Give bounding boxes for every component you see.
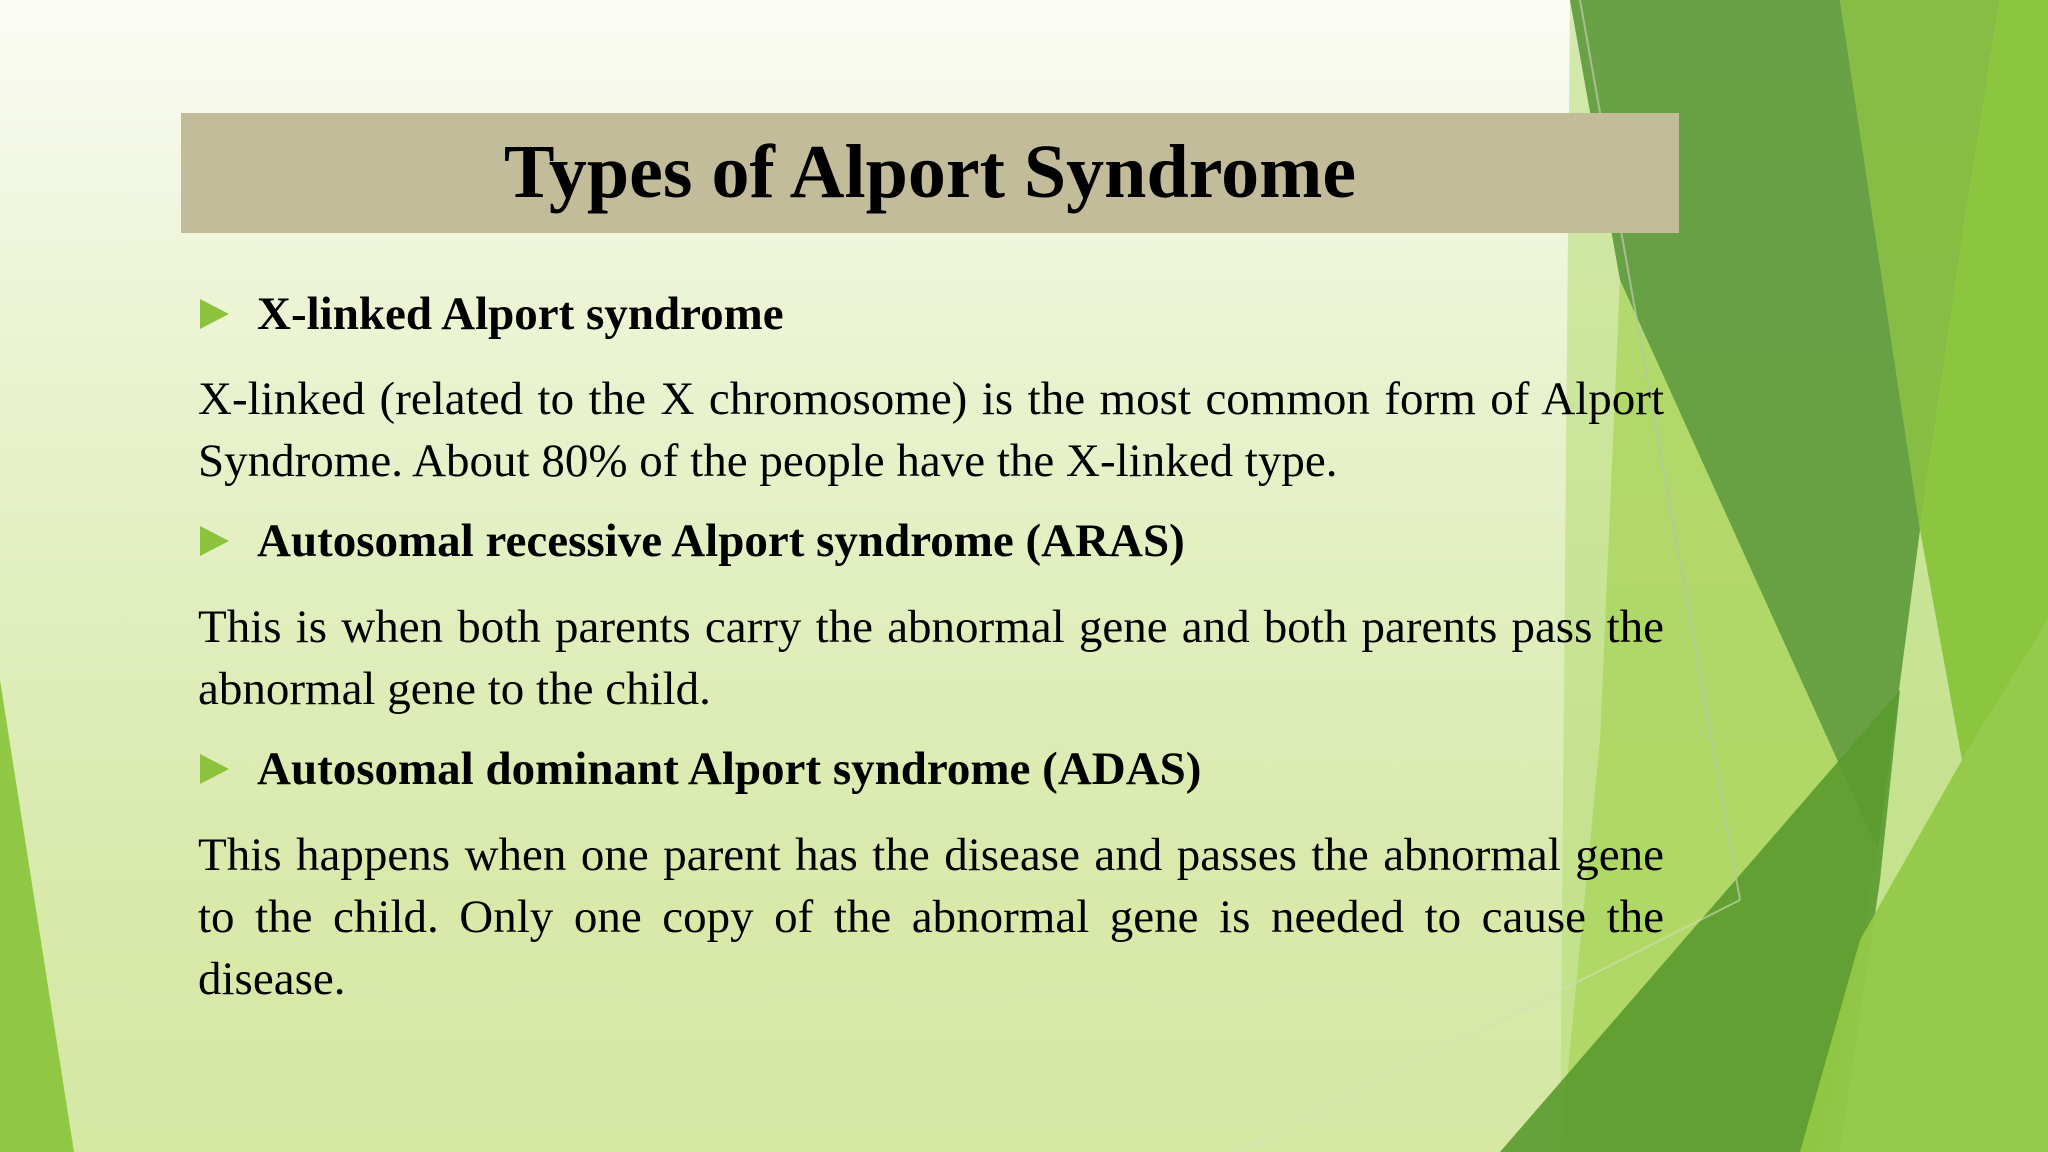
bullet-aras <box>200 514 1185 568</box>
bullet-x-linked <box>200 287 784 341</box>
section-heading: Autosomal dominant Alport syndrome (ADAS) <box>257 743 1202 795</box>
section-body: This happens when one parent has the disease and passes the abnormal gene to the child. Only one copy of the abnormal gene is needed to cause the disease. <box>198 829 1664 1005</box>
section-heading: Autosomal recessive Alport syndrome (ARAS) <box>257 515 1185 567</box>
bullet-adas <box>200 742 1201 796</box>
section-heading: X-linked Alport syndrome <box>257 288 784 340</box>
section-body: This is when both parents carry the abnormal gene and both parents pass the abnormal gene to the child. <box>198 601 1664 715</box>
slide-title: Types of Alport Syndrome <box>503 129 1357 214</box>
title-bar <box>181 113 1679 233</box>
section-body: X-linked (related to the X chromosome) is the most common form of Alport Syndrome. About 80% of the people have the X-linked type. <box>198 373 1664 487</box>
bullet-arrow-icon <box>200 526 229 556</box>
bullet-arrow-icon <box>200 754 229 784</box>
bullet-arrow-icon <box>200 299 229 329</box>
left-green-sliver <box>0 680 74 1152</box>
